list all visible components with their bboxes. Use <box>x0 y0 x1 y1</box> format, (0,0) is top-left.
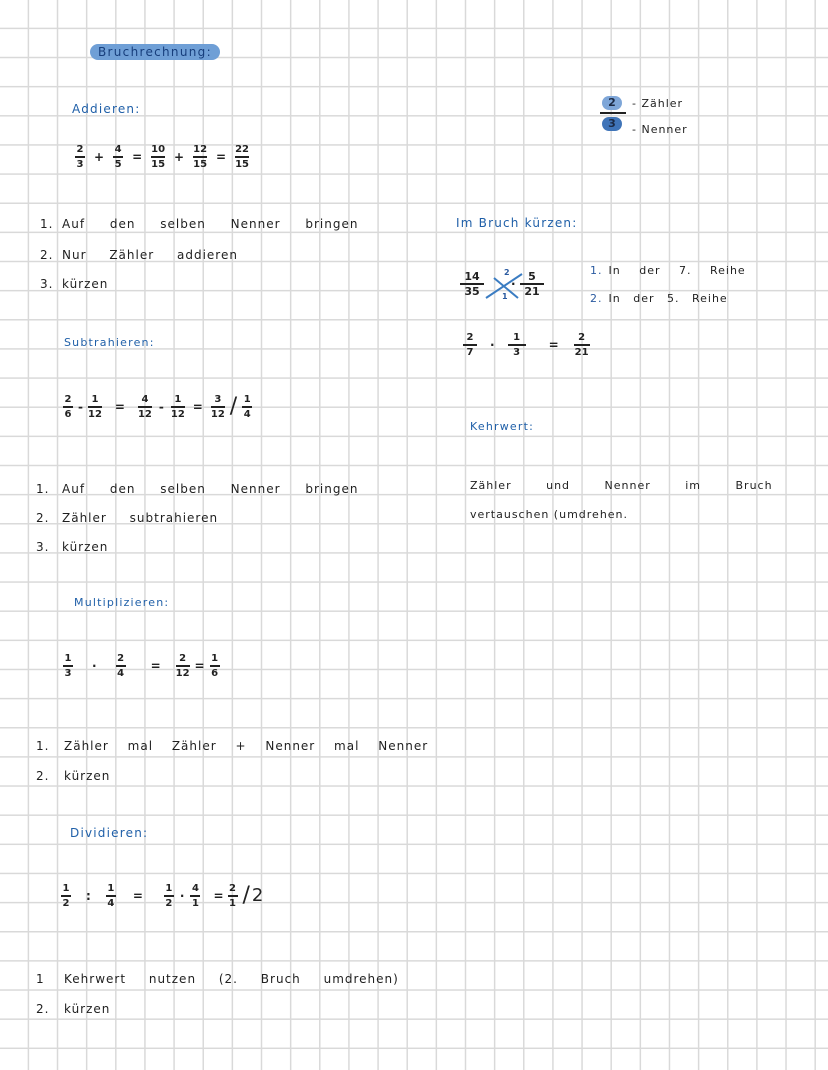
equals-operator: = <box>150 658 161 673</box>
reduced-top-value: 2 <box>504 268 510 277</box>
minus-operator: - <box>158 399 164 414</box>
multiply-operator: · <box>92 658 97 673</box>
step-list-dividieren <box>36 972 399 1031</box>
list-item: 2. kürzen <box>36 769 111 783</box>
fraction: $\frac{22}{15}$ <box>235 144 250 170</box>
list-item: 1. Auf den selben Nenner bringen <box>40 217 359 231</box>
equation-dividieren <box>58 883 263 909</box>
section-heading-multiplizieren: Multiplizieren: <box>74 596 170 609</box>
result-value: 2 <box>251 885 264 907</box>
fraction: $\frac{2}{1}$ <box>229 883 236 909</box>
fraction: 14 35 <box>460 271 484 297</box>
fraction: $\frac{1}{3}$ <box>508 332 526 358</box>
divide-operator: : <box>86 888 91 903</box>
equation-multiplizieren <box>60 653 223 679</box>
plus-operator: + <box>174 149 185 164</box>
kehrwert-description <box>470 479 773 537</box>
equation-subtrahieren <box>60 394 255 420</box>
fraction: $\frac{2}{4}$ <box>117 653 125 679</box>
step-list-multiplizieren <box>36 739 428 798</box>
fraction: $\frac{2}{12}$ <box>175 653 190 679</box>
equation-addieren <box>72 144 252 170</box>
fraction: 5 21 <box>520 271 544 297</box>
fraction: $\frac{12}{15}$ <box>193 144 208 170</box>
list-item: 3. kürzen <box>40 277 109 291</box>
equals-operator: = <box>548 337 559 352</box>
cross-reduction <box>460 266 560 312</box>
fraction: $\frac{1}{3}$ <box>64 653 72 679</box>
denominator-badge: 3 <box>602 117 622 131</box>
fraction: $\frac{2}{21}$ <box>574 332 589 358</box>
text-line: vertauschen (umdrehen. <box>470 508 629 521</box>
fraction: $\frac{4}{12}$ <box>137 394 152 420</box>
numerator-badge: 2 <box>602 96 622 110</box>
fraction: $\frac{10}{15}$ <box>151 144 166 170</box>
fraction-legend <box>598 96 708 140</box>
section-heading-kehrwert: Kehrwert: <box>470 420 535 433</box>
equals-operator: = <box>194 658 205 673</box>
fraction: $\frac{2}{7}$ <box>463 332 477 358</box>
list-item: 1. Auf den selben Nenner bringen <box>36 482 359 496</box>
fraction: $\frac{1}{2}$ <box>165 883 173 909</box>
kuerzen-notes <box>590 264 746 320</box>
equals-operator: = <box>216 149 227 164</box>
section-heading-kuerzen: Im Bruch kürzen: <box>456 216 578 230</box>
fraction: $\frac{1}{12}$ <box>87 394 102 420</box>
section-heading-addieren: Addieren: <box>72 102 141 116</box>
fraction: $\frac{3}{12}$ <box>210 394 225 420</box>
section-heading-subtrahieren: Subtrahieren: <box>64 336 155 349</box>
list-item: 2. Nur Zähler addieren <box>40 248 238 262</box>
equals-operator: = <box>132 888 143 903</box>
slash-separator: / <box>229 394 238 420</box>
fraction: $\frac{1}{2}$ <box>62 883 70 909</box>
section-heading-dividieren: Dividieren: <box>70 826 149 840</box>
list-item: 2. Zähler subtrahieren <box>36 511 219 525</box>
fraction: $\frac{1}{4}$ <box>107 883 115 909</box>
list-item: 1. Zähler mal Zähler + Nenner mal Nenner <box>36 739 429 753</box>
fraction: $\frac{4}{1}$ <box>191 883 199 909</box>
reduced-bottom-value: 1 <box>502 292 508 301</box>
fraction: $\frac{4}{5}$ <box>114 144 122 170</box>
minus-operator: - <box>78 399 83 414</box>
equals-operator: = <box>114 399 125 414</box>
list-item: 3. kürzen <box>36 540 109 554</box>
step-list-addieren <box>40 217 358 306</box>
list-item: 2. In der 5. Reihe <box>590 292 728 305</box>
equation-kuerzen-result <box>460 332 593 358</box>
denominator-label: - Nenner <box>632 123 688 136</box>
list-item: 1 Kehrwert nutzen (2. Bruch umdrehen) <box>36 972 399 986</box>
equals-operator: = <box>213 888 224 903</box>
fraction: $\frac{1}{4}$ <box>243 394 251 420</box>
equals-operator: = <box>132 149 143 164</box>
fraction: $\frac{1}{6}$ <box>211 653 219 679</box>
multiply-operator: · <box>179 888 185 903</box>
step-list-subtrahieren <box>36 482 358 569</box>
page-title: Bruchrechnung: <box>90 44 220 60</box>
fraction: $\frac{1}{12}$ <box>170 394 185 420</box>
numerator-label: - Zähler <box>632 97 684 110</box>
multiply-operator: · <box>490 337 495 352</box>
fraction: $\frac{2}{6}$ <box>64 394 72 420</box>
plus-operator: + <box>94 149 105 164</box>
text-line: Zähler und Nenner im Bruch <box>470 479 773 492</box>
list-item: 2. kürzen <box>36 1002 111 1016</box>
fraction-bar <box>600 112 626 114</box>
multiply-operator: · <box>511 277 516 291</box>
equals-operator: = <box>192 399 203 414</box>
list-item: 1. In der 7. Reihe <box>590 264 746 277</box>
slash-separator: / <box>242 883 250 909</box>
fraction: $\frac{2}{3}$ <box>76 144 84 170</box>
